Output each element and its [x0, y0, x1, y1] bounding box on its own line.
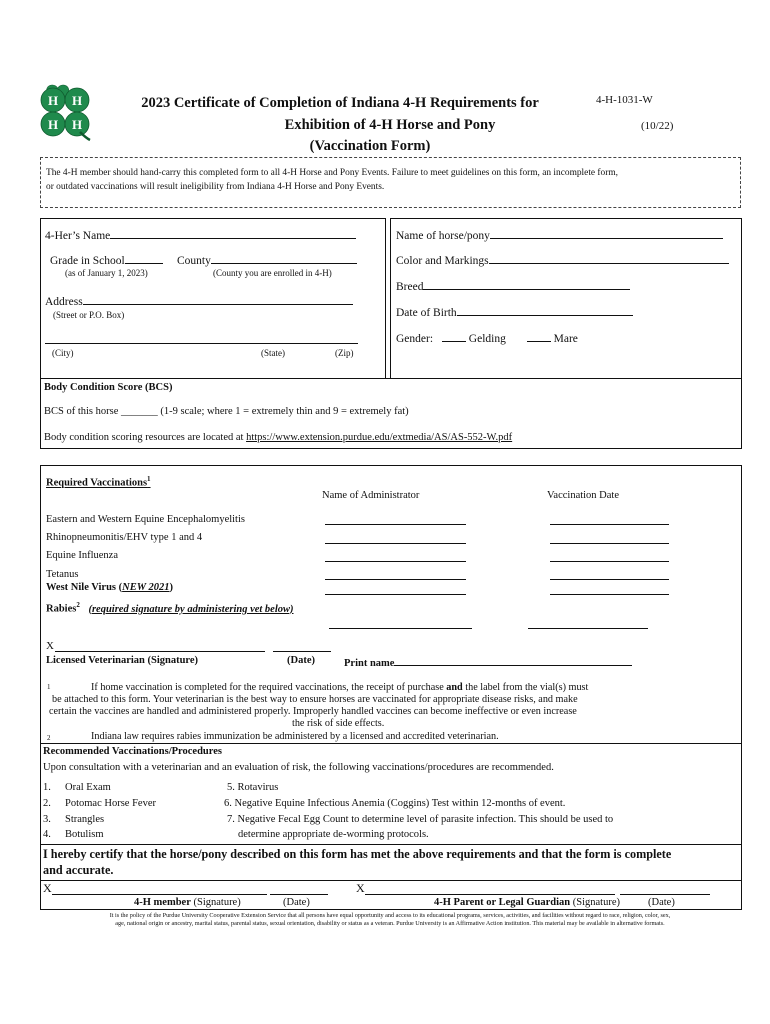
street-note: (Street or P.O. Box)	[53, 310, 125, 320]
parent-signature-line[interactable]	[365, 894, 615, 895]
rec-item-1	[43, 782, 111, 793]
date-line-tetanus[interactable]	[550, 579, 669, 580]
admin-line-rhino[interactable]	[325, 543, 466, 544]
parent-date-line[interactable]	[620, 894, 710, 895]
bcs-score-line[interactable]: BCS of this horse _______ (1-9 scale; where 1 = extremely thin and 9 = extremely fat)	[44, 406, 409, 417]
rec-label: Potomac Horse Fever	[65, 798, 156, 809]
date-line-wnv[interactable]	[550, 594, 669, 595]
horse-name-label: Name of horse/pony	[396, 230, 490, 242]
date-line-rabies[interactable]	[528, 628, 648, 629]
breed-field[interactable]	[396, 279, 630, 293]
admin-line-wnv[interactable]	[325, 594, 466, 595]
footnote-1-b: the label from the vial(s) must	[462, 682, 589, 693]
vaccine-eee-wee: Eastern and Western Equine Encephalomyelitis	[46, 514, 245, 525]
color-markings-field[interactable]	[396, 253, 729, 267]
col-admin-header: Name of Administrator	[322, 490, 420, 501]
footnote-1-line-4: the risk of side effects.	[292, 718, 385, 729]
logo-letter: H	[71, 93, 83, 108]
member-date-label: (Date)	[283, 897, 310, 908]
member-signature-label	[134, 897, 241, 908]
parent-sig-suffix: (Signature)	[572, 897, 620, 908]
policy-line-1: It is the policy of the Purdue University Cooperative Extension Service that all persons have equal opportunity and access to its educational programs, services, activities, and facilities without regard to race, religion, color, sex,	[109, 912, 671, 919]
footnote-1-line-3: certain the vaccines are handled and administered properly. Improperly handled vaccines can become ineffective or even increase	[49, 706, 577, 717]
footnote-1-and: and	[446, 682, 463, 693]
vet-signature-line[interactable]	[55, 651, 265, 652]
footnote-1-line-2: be attached to this form. Your veterinarian is the best way to ensure horses are vaccinated for appropriate disease risks, and make	[52, 694, 578, 705]
address-label: Address	[45, 296, 83, 308]
rec-label: Oral Exam	[65, 782, 111, 793]
date-line-eee[interactable]	[550, 524, 669, 525]
gelding-check[interactable]	[442, 331, 466, 342]
rec-num: 2.	[43, 798, 51, 809]
gender-row	[396, 331, 578, 345]
required-title-sup: 1	[147, 475, 151, 483]
city-state-zip-field[interactable]	[45, 343, 358, 344]
zip-note: (Zip)	[335, 348, 354, 358]
vet-signature-label: Licensed Veterinarian (Signature)	[46, 655, 199, 666]
rabies-sup: 2	[76, 601, 80, 609]
rabies-note: (required signature by administering vet below)	[88, 603, 294, 615]
date-line-rhino[interactable]	[550, 543, 669, 544]
rec-item-5: 5. Rotavirus	[227, 782, 279, 793]
grade-field[interactable]	[50, 253, 163, 267]
policy-line-2: age, national origin or ancestry, marital status, parental status, sexual orientation, disability or status as a veteran. Purdue University is an Affirmative Action institution. This material may be available in alternative formats.	[115, 920, 665, 927]
rec-num: 1.	[43, 782, 51, 793]
rec-label: Strangles	[65, 814, 105, 825]
rabies-label: Rabies	[46, 603, 77, 615]
footnote-2-num: 2	[47, 734, 51, 742]
horse-name-field[interactable]	[396, 228, 723, 242]
bcs-title: Body Condition Score (BCS)	[44, 382, 173, 393]
bcs-resources	[44, 432, 512, 443]
certify-line-1: I hereby certify that the horse/pony described on this form has met the above requirements and that the form is complete	[43, 847, 672, 861]
state-note: (State)	[261, 348, 285, 358]
date-line-influenza[interactable]	[550, 561, 669, 562]
vet-date-label: (Date)	[287, 655, 315, 666]
certify-line-2: and accurate.	[43, 863, 114, 877]
wnv-label: West Nile Virus (	[46, 582, 123, 593]
county-note: (County you are enrolled in 4-H)	[213, 268, 332, 278]
footnote-1-line-1	[91, 682, 588, 693]
county-label: County	[177, 255, 211, 267]
form-date: (10/22)	[641, 120, 674, 132]
member-signature-line[interactable]	[52, 894, 267, 895]
grade-label: Grade in School	[50, 255, 125, 267]
footnote-1-num: 1	[47, 683, 51, 691]
breed-label: Breed	[396, 281, 424, 293]
member-sig-text: 4-H member	[134, 897, 191, 908]
vaccine-west-nile	[46, 582, 173, 593]
gender-label: Gender:	[396, 333, 434, 345]
vet-date-line[interactable]	[273, 651, 331, 652]
parent-x-mark: X	[356, 881, 365, 895]
horse-info-box	[390, 218, 742, 379]
logo-letter: H	[47, 117, 59, 132]
wnv-close: )	[169, 582, 173, 593]
notice-line-1: The 4-H member should hand-carry this completed form to all 4-H Horse and Pony Events. Failure to meet guidelines on this form, an incomplete form,	[46, 168, 618, 178]
rec-label: Botulism	[65, 829, 104, 840]
address-field[interactable]	[45, 294, 353, 308]
wnv-new: NEW 2021	[122, 582, 170, 593]
vaccine-influenza: Equine Influenza	[46, 550, 119, 561]
rec-item-3	[43, 814, 105, 825]
rec-item-6: 6. Negative Equine Infectious Anemia (Coggins) Test within 12-months of event.	[224, 798, 566, 809]
recommended-intro: Upon consultation with a veterinarian and an evaluation of risk, the following vaccinations/procedures are recommended.	[43, 762, 554, 773]
bcs-resources-text: Body condition scoring resources are located at	[44, 432, 247, 443]
dob-label: Date of Birth	[396, 307, 457, 319]
admin-line-influenza[interactable]	[325, 561, 466, 562]
parent-date-label: (Date)	[648, 897, 675, 908]
bcs-resource-link[interactable]: https://www.extension.purdue.edu/extmedia/AS/AS-552-W.pdf	[246, 432, 513, 443]
vaccine-rhino: Rhinopneumonitis/EHV type 1 and 4	[46, 532, 203, 543]
county-field[interactable]	[177, 253, 357, 267]
rec-item-7: 7. Negative Fecal Egg Count to determine level of parasite infection. This should be used to	[227, 814, 614, 825]
title-line-3: (Vaccination Form)	[309, 138, 431, 154]
logo-letter: H	[71, 117, 83, 132]
footnote-2: Indiana law requires rabies immunization be administered by a licensed and accredited veterinarian.	[91, 731, 499, 742]
admin-line-eee[interactable]	[325, 524, 466, 525]
dob-field[interactable]	[396, 305, 633, 319]
notice-line-2: or outdated vaccinations will result ineligibility from Indiana 4-H Horse and Pony Events.	[46, 182, 385, 192]
rec-item-7-line-2: determine appropriate de-worming protocols.	[238, 829, 429, 840]
rec-item-4	[43, 829, 104, 840]
member-name-field[interactable]	[45, 228, 356, 242]
title-line-2: Exhibition of 4-H Horse and Pony	[284, 117, 496, 133]
member-name-label: 4-Her’s Name	[45, 230, 111, 242]
print-name-field[interactable]	[344, 655, 632, 669]
vaccine-rabies	[46, 601, 294, 615]
recommended-title: Recommended Vaccinations/Procedures	[43, 746, 222, 757]
required-title	[46, 475, 151, 489]
col-date-header: Vaccination Date	[547, 490, 620, 501]
member-sig-suffix: (Signature)	[193, 897, 241, 908]
city-note: (City)	[52, 348, 74, 358]
member-x-mark: X	[43, 881, 52, 895]
gelding-label: Gelding	[468, 333, 506, 345]
grade-note: (as of January 1, 2023)	[65, 268, 148, 278]
logo-letter: H	[47, 93, 59, 108]
parent-signature-label	[434, 897, 620, 908]
required-title-text: Required Vaccinations	[46, 477, 148, 489]
admin-line-tetanus[interactable]	[325, 579, 466, 580]
mare-check[interactable]	[527, 331, 551, 342]
print-name-label: Print name	[344, 658, 395, 669]
rec-num: 3.	[43, 814, 51, 825]
vaccine-tetanus: Tetanus	[46, 569, 79, 580]
title-line-1: 2023 Certificate of Completion of Indiana 4-H Requirements for	[141, 95, 539, 111]
rec-num: 4.	[43, 829, 51, 840]
form-number: 4-H-1031-W	[596, 94, 653, 106]
color-markings-label: Color and Markings	[396, 255, 489, 267]
admin-line-rabies[interactable]	[329, 628, 472, 629]
vet-x-mark: X	[46, 640, 54, 652]
member-date-line[interactable]	[270, 894, 328, 895]
rec-item-2	[43, 798, 156, 809]
parent-sig-text: 4-H Parent or Legal Guardian	[434, 897, 571, 908]
footnote-1-a: If home vaccination is completed for the required vaccinations, the receipt of purchase	[91, 682, 447, 693]
mare-label: Mare	[553, 333, 578, 345]
